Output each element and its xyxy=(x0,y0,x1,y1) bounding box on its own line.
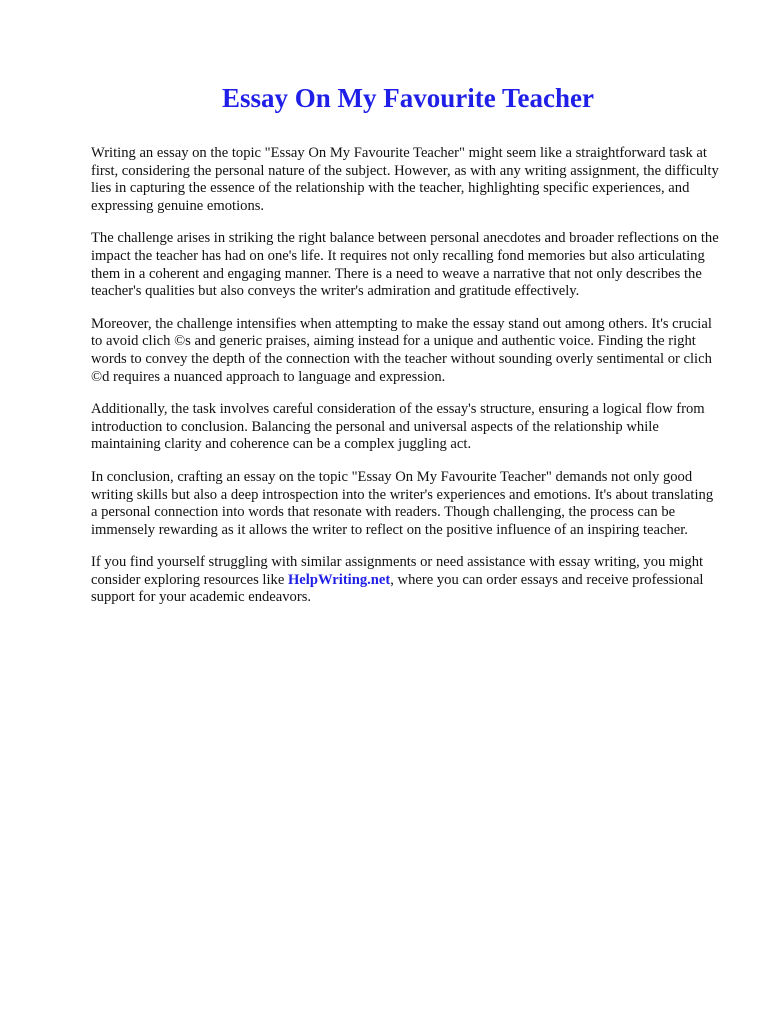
paragraph-3: Moreover, the challenge intensifies when attempting to make the essay stand out among others. It's crucial to avoid clich ©s and generic praises, aiming instead for a unique and authentic voice. Finding the right words to convey the depth of the connection with the teacher without sounding overly sentimental or clich ©d requires a nuanced approach to language and expression. xyxy=(91,315,712,385)
paragraph-5: In conclusion, crafting an essay on the topic "Essay On My Favourite Teacher" demands not only good writing skills but also a deep introspection into the writer's experiences and emotions. It's about translating a personal connection into words that resonate with readers. Though challenging, the process can be immensely rewarding as it allows the writer to reflect on the positive influence of an inspiring teacher. xyxy=(91,468,714,538)
paragraph-2: The challenge arises in striking the right balance between personal anecdotes and broader reflections on the impact the teacher has had on one's life. It requires not only recalling fond memories but also articulating them in a coherent and engaging manner. There is a need to weave a narrative that not only describes the teacher's qualities but also conveys the writer's admiration and gratitude effectively. xyxy=(91,230,719,300)
essay-body xyxy=(91,145,721,622)
paragraph-6-lead-text: If you find yourself struggling with similar assignments or need assistance with essay writing, you might consider exploring resources like xyxy=(91,554,704,588)
paragraph-1: Writing an essay on the topic "Essay On My Favourite Teacher" might seem like a straightforward task at first, considering the personal nature of the subject. However, as with any writing assignment, the difficulty lies in capturing the essence of the relationship with the teacher, highlighting specific experiences, and expressing genuine emotions. xyxy=(91,145,719,214)
paragraph-6-trailing-text: , where you can order essays and receive professional support for your academic endeavors. xyxy=(91,571,704,606)
page-title: Essay On My Favourite Teacher xyxy=(222,83,594,113)
helpwriting-link[interactable]: HelpWriting.net xyxy=(287,571,391,588)
paragraph-6 xyxy=(91,554,721,607)
paragraph-4: Additionally, the task involves careful consideration of the essay's structure, ensuring a logical flow from introduction to conclusion. Balancing the personal and universal aspects of the relationship while maintaining clarity and coherence can be a complex juggling act. xyxy=(91,401,705,453)
